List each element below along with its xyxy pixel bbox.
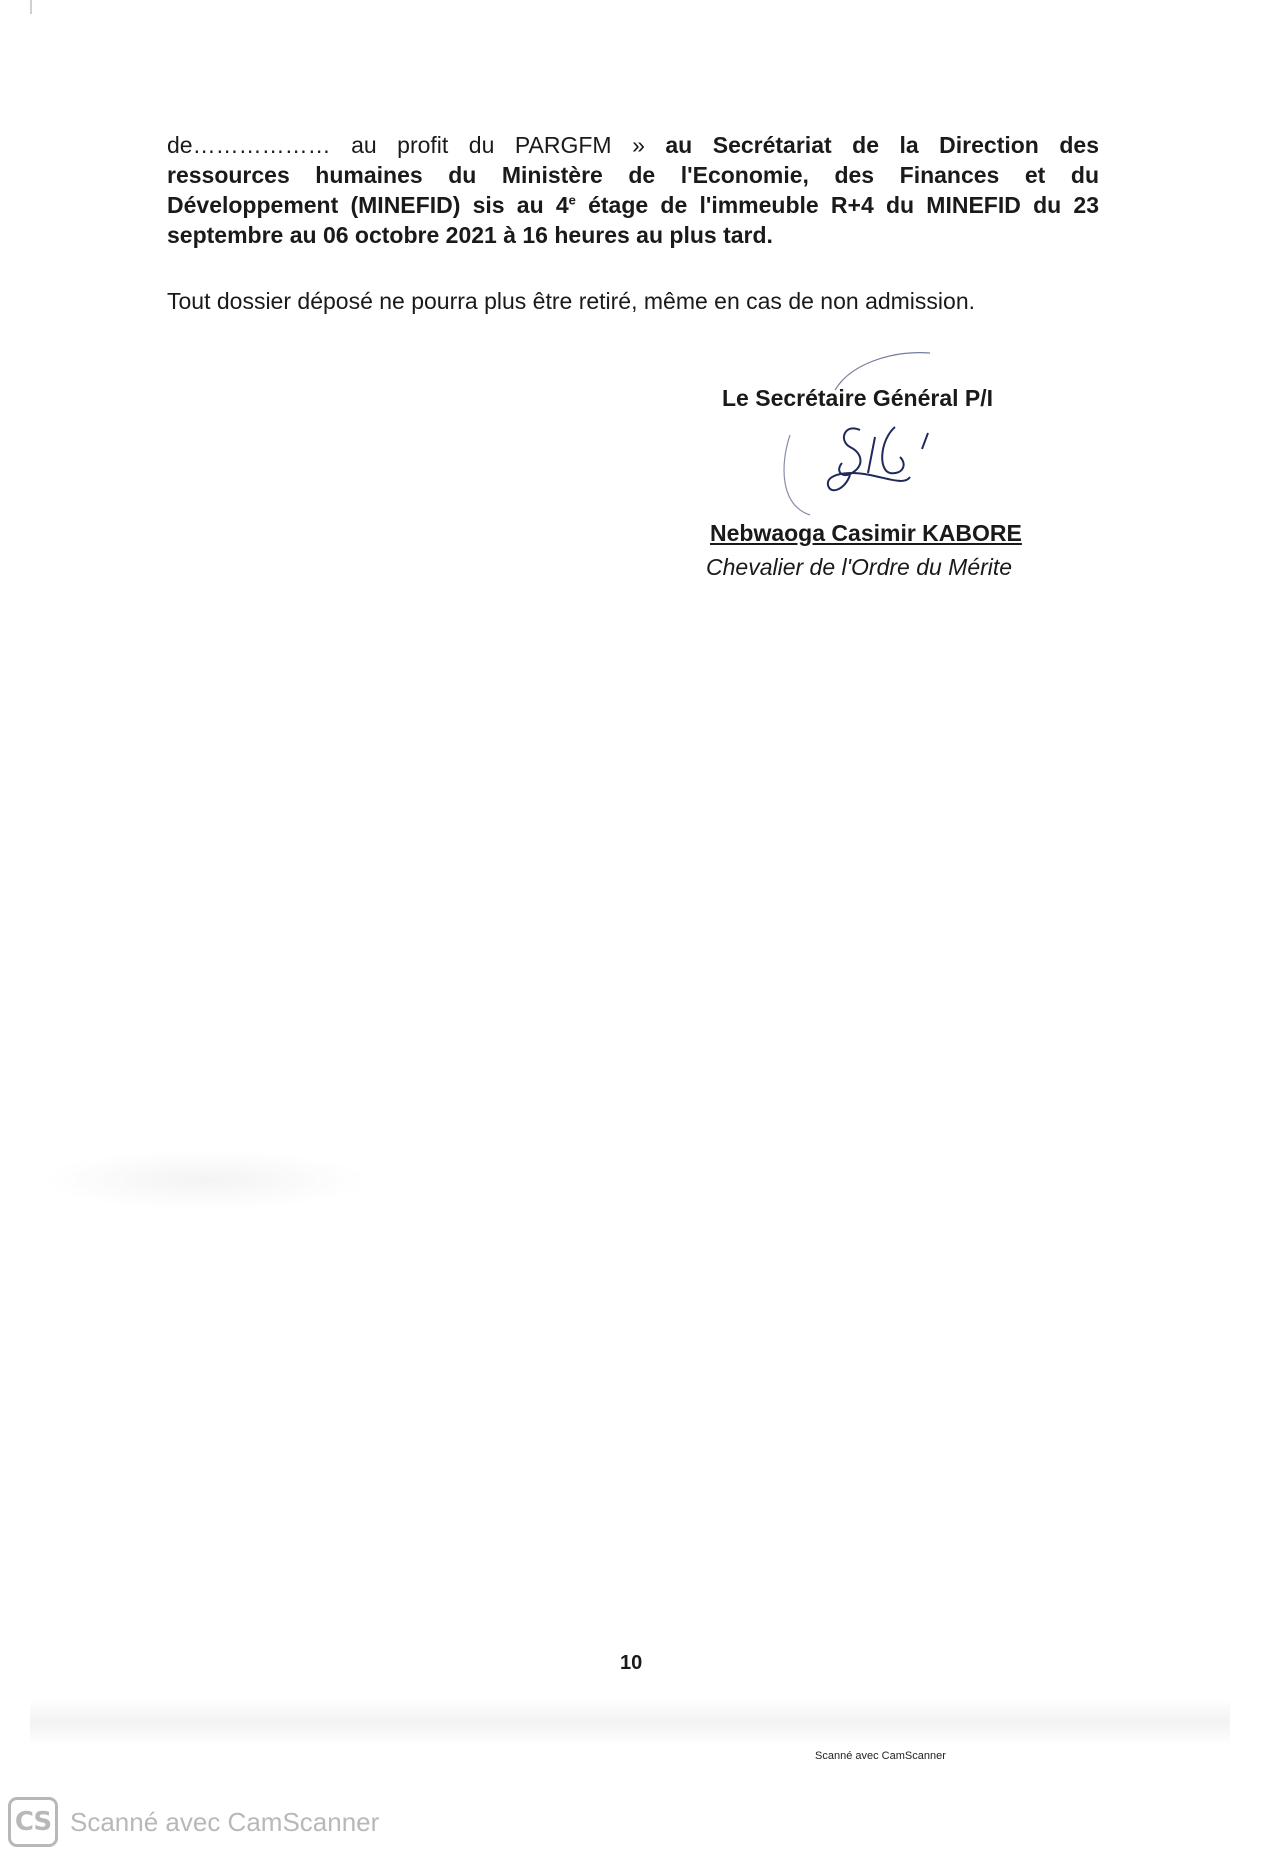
page-number: 10 bbox=[620, 1652, 643, 1674]
camscanner-watermark bbox=[8, 1794, 379, 1850]
scan-footer-note: Scanné avec CamScanner bbox=[815, 1750, 946, 1762]
signatory-title: Le Secrétaire Général P/I bbox=[722, 385, 994, 411]
signatory-honor: Chevalier de l'Ordre du Mérite bbox=[706, 554, 1013, 580]
signature-block bbox=[690, 345, 1110, 595]
line-1-normal-text: de……………… au profit du PARGFM » bbox=[167, 132, 645, 158]
scan-smudge bbox=[40, 1150, 370, 1210]
line-3-superscript: e bbox=[568, 192, 576, 208]
line-1-bold-text: au Secrétariat de la Direction des bbox=[665, 132, 1099, 158]
paragraph-line-2: ressources humaines du Ministère de l'Economie, des Finances et du bbox=[167, 162, 1099, 188]
paragraph-line-1 bbox=[167, 130, 1099, 160]
paragraph-line-4: septembre au 06 octobre 2021 à 16 heures au plus tard. bbox=[167, 222, 773, 248]
body-paragraph-1 bbox=[167, 130, 1099, 250]
camscanner-logo-icon: CS bbox=[8, 1797, 58, 1847]
handwritten-signature bbox=[750, 345, 1000, 545]
line-3-after-sup: étage de l'immeuble R+4 du MINEFID du 23 bbox=[588, 192, 1099, 218]
body-paragraph-2: Tout dossier déposé ne pourra plus être retiré, même en cas de non admission. bbox=[167, 288, 975, 314]
camscanner-watermark-text: Scanné avec CamScanner bbox=[70, 1806, 380, 1837]
scan-band bbox=[30, 1700, 1230, 1745]
scan-corner-mark bbox=[30, 0, 32, 14]
paragraph-line-3 bbox=[167, 190, 1099, 220]
signatory-name: Nebwaoga Casimir KABORE bbox=[710, 520, 1022, 546]
line-3-before-sup: Développement (MINEFID) sis au 4 bbox=[167, 192, 569, 218]
